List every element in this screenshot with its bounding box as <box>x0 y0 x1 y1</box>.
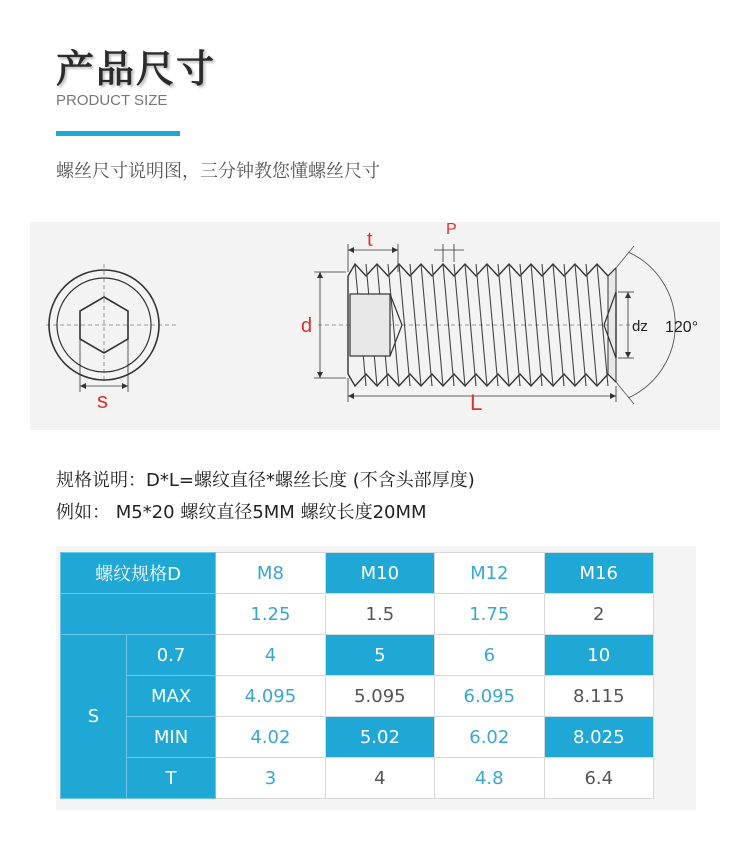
size-cell: M10 <box>325 553 434 594</box>
value-cell: 5.02 <box>325 717 434 758</box>
end-view <box>46 264 176 392</box>
table-row <box>61 635 654 676</box>
table-row <box>61 676 654 717</box>
value-cell: 4.095 <box>216 676 325 717</box>
screw-diagram <box>30 222 720 430</box>
screw-drawing <box>30 222 720 430</box>
value-cell: 10 <box>544 635 653 676</box>
size-cell: M8 <box>216 553 325 594</box>
pitch-label <box>61 594 216 635</box>
value-cell: 4.8 <box>435 758 544 799</box>
label-d: d <box>301 315 313 337</box>
value-cell: 6.095 <box>435 676 544 717</box>
spec-example: 例如： M5*20 螺纹直径5MM 螺纹长度20MM <box>56 502 427 523</box>
header-label: 螺纹规格D <box>61 553 216 594</box>
value-cell: 5 <box>325 635 434 676</box>
value-cell: 6.4 <box>544 758 653 799</box>
row-label: MIN <box>126 717 215 758</box>
size-table <box>60 552 654 799</box>
pitch-cell: 1.75 <box>435 594 544 635</box>
s-label: S <box>61 635 127 799</box>
row-label: T <box>126 758 215 799</box>
value-cell: 8.115 <box>544 676 653 717</box>
value-cell: 4 <box>216 635 325 676</box>
row-label: 0.7 <box>126 635 215 676</box>
row-label: MAX <box>126 676 215 717</box>
pitch-cell: 1.5 <box>325 594 434 635</box>
page-title: 产品尺寸 <box>56 47 217 91</box>
table-row <box>61 717 654 758</box>
page-subtitle: PRODUCT SIZE <box>56 92 168 109</box>
label-p: P <box>446 222 457 238</box>
spec-description: 规格说明：D*L=螺纹直径*螺丝长度 (不含头部厚度) <box>56 470 475 491</box>
label-l: L <box>470 390 483 415</box>
table-row <box>61 594 654 635</box>
side-view <box>318 264 642 386</box>
value-cell: 3 <box>216 758 325 799</box>
label-dz: dz <box>632 318 648 335</box>
pitch-cell: 1.25 <box>216 594 325 635</box>
pitch-cell: 2 <box>544 594 653 635</box>
size-table-container <box>56 546 696 810</box>
value-cell: 6.02 <box>435 717 544 758</box>
size-cell: M16 <box>544 553 653 594</box>
value-cell: 6 <box>435 635 544 676</box>
table-row <box>61 553 654 594</box>
value-cell: 4.02 <box>216 717 325 758</box>
table-row <box>61 758 654 799</box>
intro-text: 螺丝尺寸说明图，三分钟教您懂螺丝尺寸 <box>56 161 380 182</box>
label-s: s <box>97 388 108 413</box>
accent-bar <box>56 131 180 136</box>
value-cell: 5.095 <box>325 676 434 717</box>
label-t: t <box>367 229 373 251</box>
value-cell: 4 <box>325 758 434 799</box>
size-cell: M12 <box>435 553 544 594</box>
label-angle: 120° <box>665 319 699 336</box>
value-cell: 8.025 <box>544 717 653 758</box>
